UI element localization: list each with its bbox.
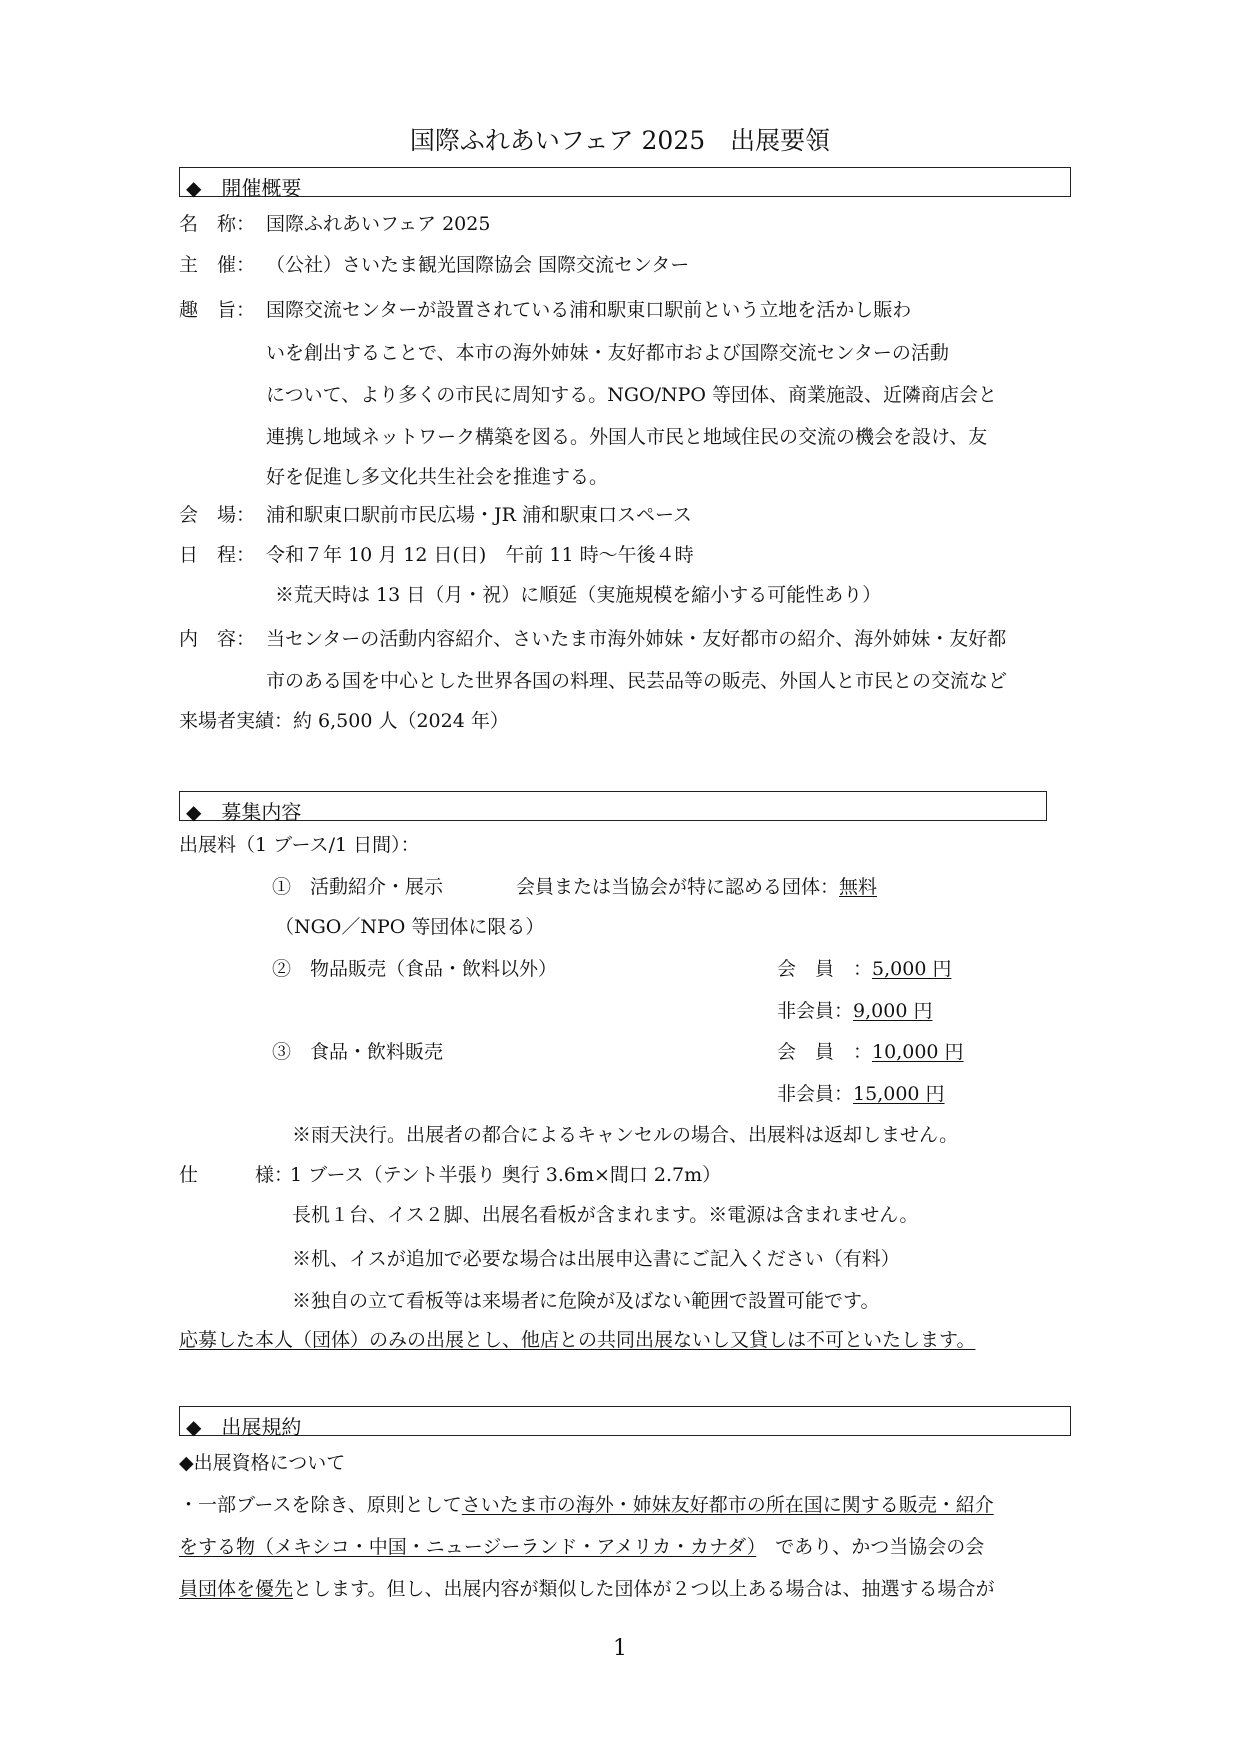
host-label: 主 催：	[179, 254, 256, 276]
nonmember-label: 非会員：	[777, 1083, 854, 1105]
item2-member-price: 5,000 円	[872, 958, 952, 980]
item2-member-price-row	[777, 960, 951, 979]
purpose-label: 趣 旨：	[179, 299, 256, 321]
spec-line: ※机、イスが追加で必要な場合は出展申込書にご記入ください（有料）	[292, 1248, 900, 1270]
content-line: 当センターの活動内容紹介、さいたま市海外姉妹・友好都市の紹介、海外姉妹・友好都	[266, 628, 1007, 650]
section-heading-label: ◆ 開催概要	[186, 176, 302, 200]
date-note: ※荒天時は 13 日（月・祝）に順延（実施規模を縮小する可能性あり）	[275, 584, 882, 606]
name-label: 名 称：	[179, 213, 256, 235]
section-heading-rules	[179, 1406, 1071, 1439]
venue-value: 浦和駅東口駅前市民広場・JR 浦和駅東口スペース	[266, 504, 693, 526]
content-line: 市のある国を中心とした世界各国の料理、民芸品等の販売、外国人と市民との交流など	[266, 670, 1008, 692]
item1-condition	[516, 878, 877, 897]
item2-label: ② 物品販売（食品・飲料以外）	[272, 958, 558, 980]
eligibility-text-underlined: をする物（メキシコ・中国・ニュージーランド・アメリカ・カナダ）	[179, 1536, 757, 1558]
spec-label: 仕 様：	[179, 1164, 294, 1186]
purpose-line: いを創出することで、本市の海外姉妹・友好都市および国際交流センターの活動	[266, 342, 949, 364]
item3-nonmember-price-row	[777, 1085, 945, 1104]
eligibility-text: であり、かつ当協会の会	[756, 1536, 985, 1558]
date-label: 日 程：	[179, 544, 256, 566]
document-title: 国際ふれあいフェア 2025 出展要領	[409, 126, 831, 155]
rain-note: ※雨天決行。出展者の都合によるキャンセルの場合、出展料は返却しません。	[292, 1124, 959, 1146]
content-label: 内 容：	[179, 628, 256, 650]
visitors-record: 来場者実績：約 6,500 人（2024 年）	[179, 710, 509, 732]
item1-price: 無料	[839, 876, 878, 898]
member-label: 会 員 ：	[777, 958, 873, 980]
section-heading-overview	[179, 167, 1071, 200]
item3-member-price: 10,000 円	[872, 1041, 964, 1063]
host-value: （公社）さいたま観光国際協会 国際交流センター	[266, 254, 690, 276]
spec-value: 1 ブース（テント半張り 奥行 3.6m×間口 2.7m）	[290, 1164, 722, 1186]
venue-label: 会 場：	[179, 504, 256, 526]
spec-line: ※独自の立て看板等は来場者に危険が及ばない範囲で設置可能です。	[292, 1290, 880, 1312]
item3-nonmember-price: 15,000 円	[853, 1083, 945, 1105]
item1-condition-text: 会員または当協会が特に認める団体：	[516, 876, 840, 898]
item3-member-price-row	[777, 1043, 964, 1062]
eligibility-text: とします。但し、出展内容が類似した団体が２つ以上ある場合は、抽選する場合が	[293, 1578, 995, 1600]
item3-label: ③ 食品・飲料販売	[272, 1041, 444, 1063]
page-number: 1	[613, 1636, 627, 1661]
spec-line: 長机１台、イス２脚、出展名看板が含まれます。※電源は含まれません。	[292, 1204, 919, 1226]
purpose-line: 国際交流センターが設置されている浦和駅東口駅前という立地を活かし賑わ	[266, 299, 912, 321]
item2-nonmember-price: 9,000 円	[853, 1000, 933, 1022]
section-heading-label: ◆ 募集内容	[186, 800, 302, 824]
member-label: 会 員 ：	[777, 1041, 873, 1063]
item1-label: ① 活動紹介・展示	[272, 876, 444, 898]
item2-nonmember-price-row	[777, 1002, 932, 1021]
purpose-line: 連携し地域ネットワーク構築を図る。外国人市民と地域住民の交流の機会を設け、友	[266, 426, 988, 448]
eligibility-line-1	[179, 1496, 994, 1515]
eligibility-heading: ◆出展資格について	[179, 1452, 346, 1474]
name-value: 国際ふれあいフェア 2025	[266, 213, 491, 235]
purpose-line: について、より多くの市民に周知する。NGO/NPO 等団体、商業施設、近隣商店会と	[266, 384, 998, 406]
fee-heading: 出展料（1 ブース/1 日間）：	[179, 834, 420, 856]
eligibility-text-underlined: さいたま市の海外・姉妹友好都市の所在国に関する販売・紹介	[461, 1494, 994, 1516]
item1-note: （NGO／NPO 等団体に限る）	[275, 916, 545, 938]
purpose-line: 好を促進し多文化共生社会を推進する。	[266, 466, 609, 488]
nonmember-label: 非会員：	[777, 1000, 854, 1022]
eligibility-line-3	[179, 1580, 995, 1599]
eligibility-text-underlined: 員団体を優先	[179, 1578, 294, 1600]
date-value: 令和７年 10 月 12 日(日) 午前 11 時～午後４時	[266, 544, 694, 566]
section-heading-label: ◆ 出展規約	[186, 1415, 302, 1439]
eligibility-line-2	[179, 1538, 984, 1557]
eligibility-text: ・一部ブースを除き、原則として	[179, 1494, 462, 1516]
section-heading-recruitment	[179, 791, 1047, 824]
exclusive-note: 応募した本人（団体）のみの出展とし、他店との共同出展ないし又貸しは不可といたします。	[179, 1329, 976, 1351]
